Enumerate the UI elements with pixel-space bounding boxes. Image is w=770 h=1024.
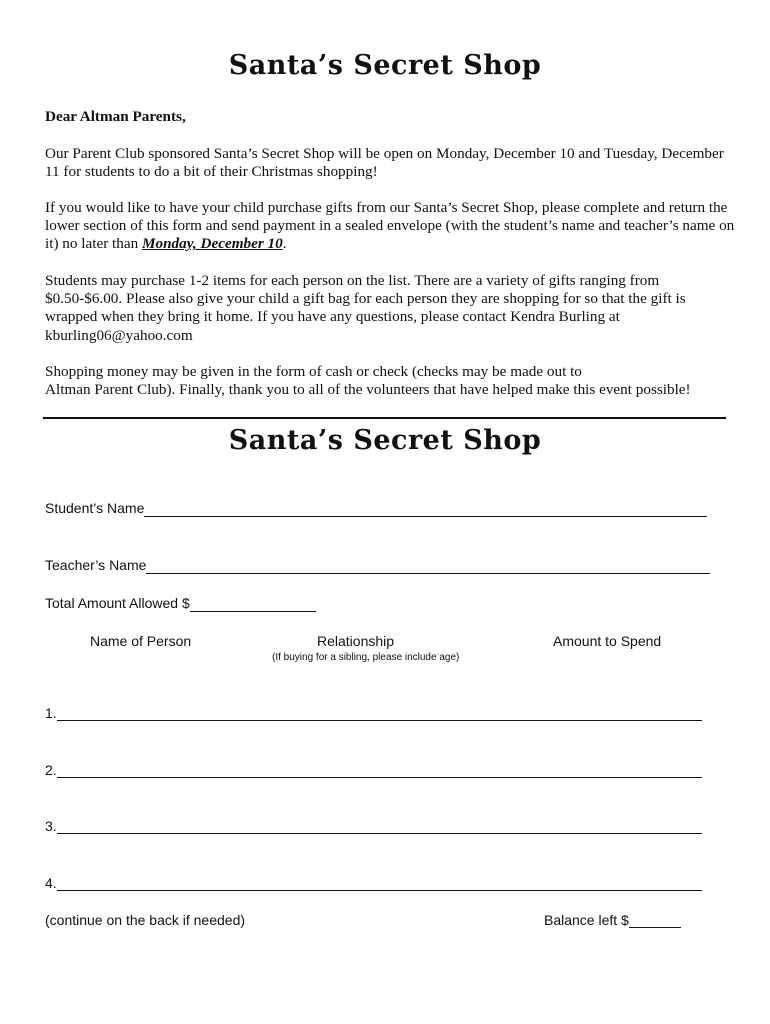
entry-row-2[interactable] (45, 762, 702, 778)
letter-paragraph-4 (45, 363, 735, 399)
deadline-date: Monday, December 10 (142, 235, 283, 253)
entry-number: 3. (45, 818, 57, 834)
letter-paragraph-2 (45, 199, 735, 254)
column-header-amount: Amount to Spend (553, 633, 662, 649)
balance-left-line[interactable] (629, 913, 681, 928)
form-title: Santa’s Secret Shop (228, 425, 542, 456)
section-divider (43, 417, 726, 419)
balance-left-field[interactable] (544, 912, 681, 928)
entry-line[interactable] (57, 763, 702, 778)
student-name-label: Student’s Name (45, 500, 145, 516)
total-amount-label: Total Amount Allowed $ (45, 595, 190, 611)
teacher-name-label: Teacher’s Name (45, 557, 147, 573)
paragraph-text (45, 199, 735, 254)
paragraph-text: Students may purchase 1-2 items for each person on the list. There are a variety of gifts ranging from $0.50-$6.00. Please also give your child a gift bag for each person they are shopping for so that the gift is wrapped when they bring it home. If you have any questions, please contact Kendra Burling at kburling06@yahoo.com (45, 272, 686, 344)
entry-number: 2. (45, 762, 57, 778)
student-name-line[interactable] (144, 502, 707, 517)
teacher-name-line[interactable] (146, 559, 710, 574)
column-header-name: Name of Person (90, 633, 192, 649)
total-amount-field[interactable] (45, 595, 316, 612)
student-name-field[interactable] (45, 500, 707, 517)
balance-left-label: Balance left $ (544, 912, 629, 928)
letter-paragraph-1 (45, 145, 735, 181)
entry-row-3[interactable] (45, 818, 702, 834)
teacher-name-field[interactable] (45, 557, 710, 574)
entry-row-4[interactable] (45, 875, 702, 891)
paragraph-text-lead: If you would like to have your child purchase gifts from our Santa’s Secret Shop, please complete and return the lower section of this form and send payment in a sealed envelope (with the student’s name and teacher’s name on it) no later than (45, 199, 735, 253)
paragraph-line-1: Shopping money may be given in the form of cash or check (checks may be made out to (45, 363, 582, 380)
entry-row-1[interactable] (45, 705, 702, 721)
column-header-relationship: Relationship (317, 633, 395, 649)
letter-paragraph-3 (45, 272, 735, 345)
continue-note: (continue on the back if needed) (45, 912, 246, 928)
paragraph-text: Our Parent Club sponsored Santa’s Secret Shop will be open on Monday, December 10 and Tuesday, December 11 for students to do a bit of their Christmas shopping! (45, 145, 724, 181)
entry-line[interactable] (57, 819, 702, 834)
relationship-note: (If buying for a sibling, please include age) (272, 652, 460, 663)
entry-number: 4. (45, 875, 57, 891)
paragraph-text-tail: . (282, 235, 287, 253)
salutation: Dear Altman Parents, (45, 108, 186, 125)
entry-number: 1. (45, 705, 57, 721)
letter-title: Santa’s Secret Shop (228, 50, 542, 81)
total-amount-line[interactable] (190, 597, 316, 612)
paragraph-line-2: Altman Parent Club). Finally, thank you to all of the volunteers that have helped make this event possible! (45, 381, 691, 399)
entry-line[interactable] (57, 876, 702, 891)
entry-line[interactable] (57, 706, 702, 721)
